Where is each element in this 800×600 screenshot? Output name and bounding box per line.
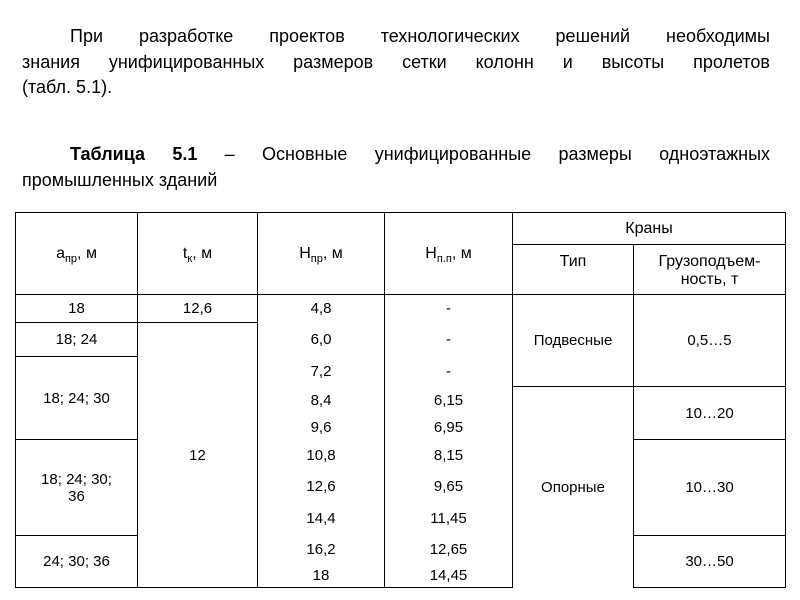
intro-line-3: (табл. 5.1). [22,77,113,97]
a-cell-3: 18; 24; 30 [16,357,138,440]
hp-cell-7: 9,65 [385,472,513,502]
intro-line-2: знания унифицированных размеров сетки колонн и высоты пролетов [22,51,770,72]
caption-dash: – [197,144,262,164]
hp-cell-6: 8,15 [385,440,513,472]
capacity-cell-4: 30…50 [634,536,786,588]
crane-type-suspended: Подвесные [513,295,634,387]
h-cell-10: 18 [258,564,385,588]
header-a: $а_{пр}$, м [16,213,138,295]
t-cell-1: 12,6 [138,295,258,323]
h-cell-4: 8,4 [258,387,385,415]
h-cell-5: 9,6 [258,415,385,440]
caption-line-1 [22,142,770,168]
h-cell-8: 14,4 [258,502,385,536]
dimensions-table [15,212,786,588]
header-crane-type: Тип [513,245,634,295]
hp-cell-9: 12,65 [385,536,513,564]
header-cranes: Краны [513,213,786,245]
table-caption [22,142,770,193]
header-hp: $Н_{п.п}$, м [385,213,513,295]
intro-line-1: При разработке проектов технологических решений необходимы [70,26,770,46]
caption-label: Таблица 5.1 [70,144,198,164]
hp-cell-5: 6,95 [385,415,513,440]
caption-text-1: Основные унифицированные размеры одноэтажных [262,144,771,164]
capacity-cell-3: 10…30 [634,440,786,536]
table-container [15,212,785,587]
hp-cell-3: - [385,357,513,387]
header-crane-capacity: Грузоподъем- ность, т [634,245,786,295]
h-cell-1: 4,8 [258,295,385,323]
a-cell-5: 24; 30; 36 [16,536,138,588]
caption-line-2: промышленных зданий [22,169,218,190]
h-cell-6: 10,8 [258,440,385,472]
capacity-cell-1: 0,5…5 [634,295,786,387]
h-cell-2: 6,0 [258,323,385,357]
hp-cell-10: 14,45 [385,564,513,588]
header-h: $Н_{пр}$, м [258,213,385,295]
h-cell-7: 12,6 [258,472,385,502]
hp-cell-1: - [385,295,513,323]
h-cell-3: 7,2 [258,357,385,387]
a-cell-4: 18; 24; 30; 36 [16,440,138,536]
intro-paragraph [22,24,770,101]
crane-type-supported: Опорные [513,387,634,588]
hp-cell-4: 6,15 [385,387,513,415]
capacity-cell-2: 10…20 [634,387,786,440]
t-cell-2: 12 [138,323,258,588]
hp-cell-2: - [385,323,513,357]
h-cell-9: 16,2 [258,536,385,564]
hp-cell-8: 11,45 [385,502,513,536]
header-t: $t_к$, м [138,213,258,295]
a-cell-2: 18; 24 [16,323,138,357]
a-cell-1: 18 [16,295,138,323]
